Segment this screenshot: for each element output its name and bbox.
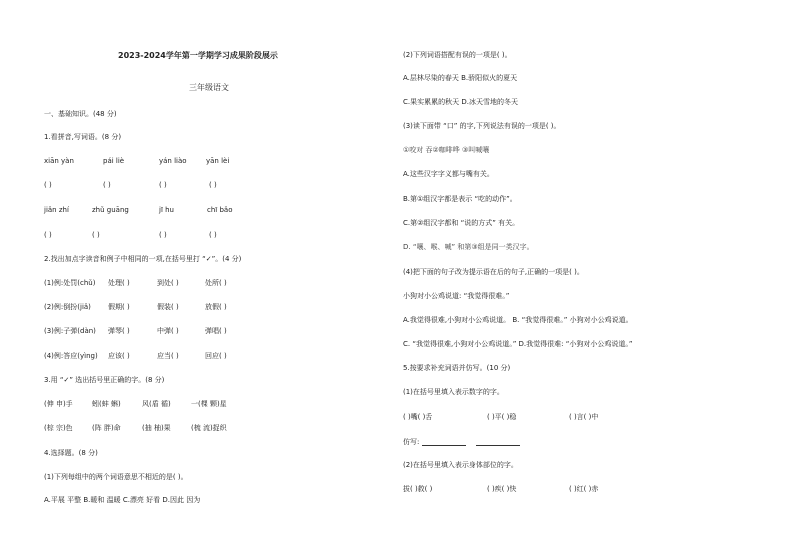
word-choice[interactable]: 蚓(蚌 蝌) — [92, 400, 121, 408]
answer-option[interactable]: C.第②组汉字都和 “说的方式” 有关。 — [403, 219, 520, 227]
question-text: (1)下列每组中的两个词语意思不相近的是( )。 — [44, 473, 188, 481]
answer-options[interactable]: A.层林尽染的春天 B.骄阳似火的夏天 — [403, 74, 518, 82]
choice-option[interactable]: 回应( ) — [205, 352, 227, 360]
question-heading: 4.选择题。(8 分) — [44, 449, 98, 457]
answer-option[interactable]: D. “嚷、喉、喊” 和第③组是同一类汉字。 — [403, 243, 534, 251]
question-text: (1)在括号里填入表示数字的字。 — [403, 388, 504, 396]
imitate-label — [403, 437, 520, 446]
choice-option[interactable]: 应当( ) — [157, 352, 179, 360]
pinyin: jī hu — [159, 206, 174, 214]
answer-blank[interactable]: ( ) — [209, 231, 217, 239]
answer-blank[interactable]: ( ) — [103, 181, 111, 189]
page-subtitle: 三年级语文 — [189, 83, 229, 92]
choice-example: (1)例:处罚(chǔ) — [44, 279, 96, 287]
answer-option[interactable]: B.第①组汉字都是表示 “吃的动作”。 — [403, 195, 517, 203]
pinyin: pái liè — [103, 157, 125, 165]
fill-in-item[interactable]: ( )嘴( )舌 — [403, 413, 433, 421]
pinyin: jiǎn zhí — [44, 206, 69, 214]
word-choice[interactable]: (棕 宗)色 — [44, 424, 73, 432]
choice-option[interactable]: 假期( ) — [108, 303, 130, 311]
answer-blank[interactable]: ( ) — [44, 231, 52, 239]
choice-option[interactable]: 弹琴( ) — [108, 327, 130, 335]
character-groups: ①咬对 吞②咖啡哗 ③叫喊嚷 — [403, 146, 490, 154]
fill-in-item[interactable]: ( )平( )稳 — [487, 413, 517, 421]
choice-option[interactable]: 弹唱( ) — [205, 327, 227, 335]
pinyin: yān lèi — [206, 157, 230, 165]
question-text: (2)下列词语搭配有误的一项是( )。 — [403, 51, 512, 59]
question-heading: 2.找出加点字读音和例子中相同的一项,在括号里打 “✓”。(4 分) — [44, 255, 242, 263]
word-choice[interactable]: (抽 柚)果 — [142, 424, 171, 432]
fill-in-item[interactable]: ( )言( )中 — [569, 413, 599, 421]
choice-example: (2)例:倒扮(jiǎ) — [44, 303, 91, 311]
question-heading: 1.看拼音,写词语。(8 分) — [44, 133, 122, 141]
word-choice[interactable]: (梳 流)捉织 — [191, 424, 227, 432]
choice-example: (3)例:子弹(dàn) — [44, 327, 96, 335]
pinyin: yán liào — [159, 157, 187, 165]
answer-options[interactable]: A.平展 平整 B.暖和 温暖 C.漂亮 好看 D.因此 因为 — [44, 496, 201, 504]
choice-option[interactable]: 应该( ) — [108, 352, 130, 360]
choice-option[interactable]: 处所( ) — [205, 279, 227, 287]
answer-option[interactable]: A.这些汉字字义都与嘴有关。 — [403, 170, 494, 178]
question-text: (4)把下面的句子改为提示语在后的句子,正确的一项是( )。 — [403, 268, 584, 276]
answer-options[interactable]: A.我觉得很难,小狗对小公鸡说道。 B. “我觉得很难。” 小狗对小公鸡说道。 — [403, 316, 633, 324]
choice-option[interactable]: 中弹( ) — [157, 327, 179, 335]
choice-option[interactable]: 假装( ) — [157, 303, 179, 311]
choice-option[interactable]: 处理( ) — [108, 279, 130, 287]
fill-in-item[interactable]: 拔( )救( ) — [403, 485, 433, 493]
section-heading: 一、基础知识。(48 分) — [44, 110, 117, 118]
pinyin: chī bǎo — [207, 206, 233, 214]
answer-blank[interactable]: ( ) — [209, 181, 217, 189]
word-choice[interactable]: 风(盾 循) — [142, 400, 171, 408]
choice-example: (4)例:答应(yìng) — [44, 352, 98, 360]
imitate-text: 仿写: — [403, 438, 420, 446]
imitate-blank-2[interactable] — [476, 437, 520, 446]
example-sentence: 小狗对小公鸡说道: “我觉得很难。” — [403, 292, 510, 300]
answer-options[interactable]: C.果实累累的秋天 D.冰天雪地的冬天 — [403, 98, 518, 106]
answer-blank[interactable]: ( ) — [159, 231, 167, 239]
question-text: (3)读下面带 “口” 的字,下列说法有误的一项是( )。 — [403, 122, 561, 130]
word-choice[interactable]: (伸 申)手 — [44, 400, 73, 408]
fill-in-item[interactable]: ( )疾( )快 — [487, 485, 517, 493]
pinyin: zhǔ guāng — [92, 206, 129, 214]
answer-blank[interactable]: ( ) — [44, 181, 52, 189]
fill-in-item[interactable]: ( )红( )赤 — [569, 485, 599, 493]
question-heading: 3.用 “✓” 选出括号里正确的字。(8 分) — [44, 376, 165, 384]
choice-option[interactable]: 到处( ) — [157, 279, 179, 287]
answer-blank[interactable]: ( ) — [92, 231, 100, 239]
answer-blank[interactable]: ( ) — [159, 181, 167, 189]
pinyin: xiān yàn — [44, 157, 74, 165]
word-choice[interactable]: (阵 胖)命 — [92, 424, 121, 432]
imitate-blank-1[interactable] — [422, 437, 466, 446]
choice-option[interactable]: 放假( ) — [205, 303, 227, 311]
question-text: (2)在括号里填入表示身体部位的字。 — [403, 461, 518, 469]
answer-options[interactable]: C. “我觉得很难,小狗对小公鸡说道。” D.我觉得很难: “小狗对小公鸡说道。” — [403, 340, 633, 348]
question-heading: 5.按要求补充词语并仿写。(10 分) — [403, 364, 511, 372]
word-choice[interactable]: 一(棵 颗)星 — [191, 400, 227, 408]
page-title: 2023-2024学年第一学期学习成果阶段展示 — [118, 51, 278, 60]
